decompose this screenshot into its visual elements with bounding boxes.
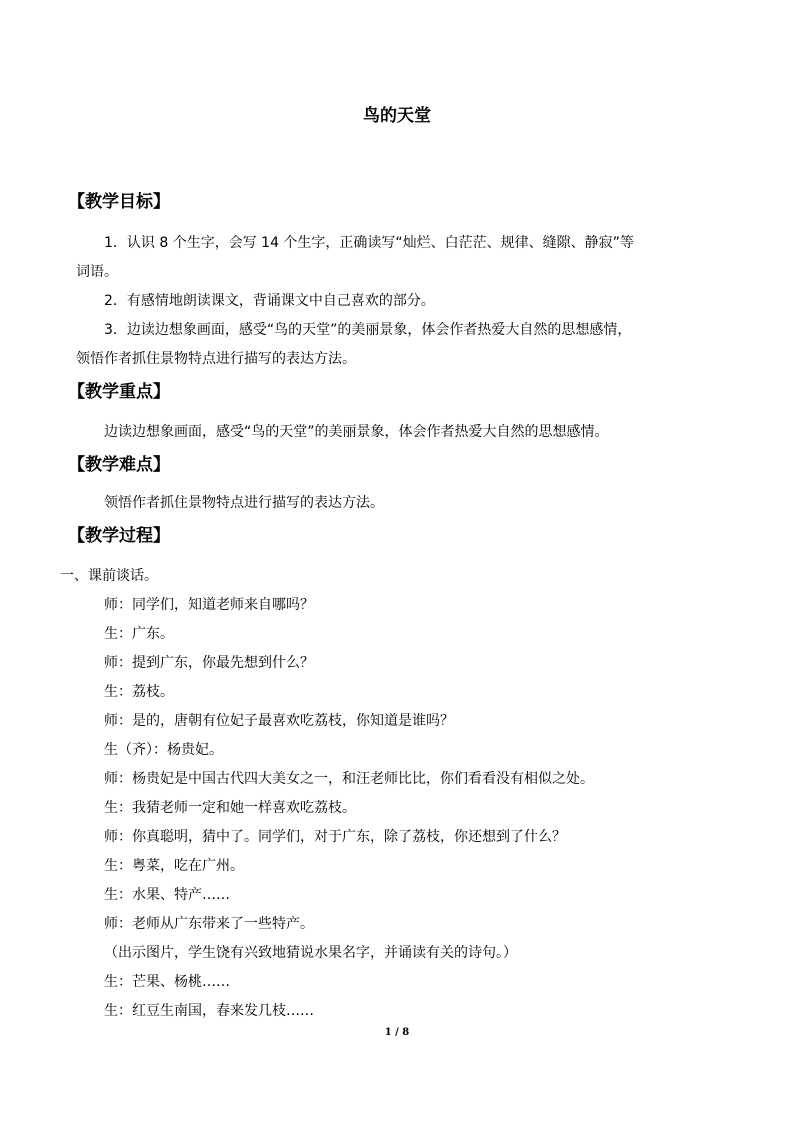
dialogue-line: 生（齐）：杨贵妃。 [104, 742, 223, 758]
heading-process: 【教学过程】 [68, 526, 170, 546]
objective-3-line-1: 3．边读边想象画面，感受“鸟的天堂”的美丽景象，体会作者热爱大自然的思想感情， [104, 322, 632, 338]
heading-key-points: 【教学重点】 [68, 382, 170, 402]
dialogue-line: 生：水果、特产…… [104, 887, 230, 903]
dialogue-line: 生：我猜老师一定和她一样喜欢吃荔枝。 [104, 800, 356, 816]
dialogue-line: 生：芒果、杨桃…… [104, 974, 230, 990]
process-step-1: 一、课前谈话。 [60, 568, 158, 584]
key-points-text: 边读边想象画面，感受“鸟的天堂”的美丽景象，体会作者热爱大自然的思想感情。 [104, 424, 609, 440]
dialogue-line: 生：荔枝。 [104, 684, 174, 700]
dialogue-line: 生：红豆生南国，春来发几枝…… [104, 1003, 314, 1019]
objective-1-line-2: 词语。 [76, 264, 118, 280]
heading-difficulties: 【教学难点】 [68, 455, 170, 475]
dialogue-line: 师：提到广东，你最先想到什么？ [104, 655, 314, 671]
difficulties-text: 领悟作者抓住景物特点进行描写的表达方法。 [104, 495, 384, 511]
dialogue-line: 师：你真聪明，猜中了。同学们，对于广东，除了荔枝，你还想到了什么？ [104, 829, 566, 845]
dialogue-line: 师：同学们，知道老师来自哪吗？ [104, 597, 314, 613]
stage-direction: （出示图片，学生饶有兴致地猜说水果名字，并诵读有关的诗句。） [104, 945, 517, 961]
page-title: 鸟的天堂 [363, 106, 431, 126]
dialogue-line: 师：杨贵妃是中国古代四大美女之一，和汪老师比比，你们看看没有相似之处。 [104, 771, 594, 787]
page-number: 1 / 8 [384, 1027, 410, 1038]
dialogue-line: 师：老师从广东带来了一些特产。 [104, 916, 314, 932]
heading-objectives: 【教学目标】 [68, 192, 170, 212]
objective-2: 2．有感情地朗读课文，背诵课文中自己喜欢的部分。 [104, 293, 435, 309]
dialogue-line: 生：粤菜，吃在广州。 [104, 858, 244, 874]
objective-1-line-1: 1．认识 8 个生字，会写 14 个生字，正确读写“灿烂、白茫茫、规律、缝隙、静寂”等 [104, 235, 634, 251]
objective-3-line-2: 领悟作者抓住景物特点进行描写的表达方法。 [76, 351, 356, 367]
dialogue-line: 生：广东。 [104, 626, 174, 642]
dialogue-line: 师：是的，唐朝有位妃子最喜欢吃荔枝，你知道是谁吗？ [104, 713, 454, 729]
